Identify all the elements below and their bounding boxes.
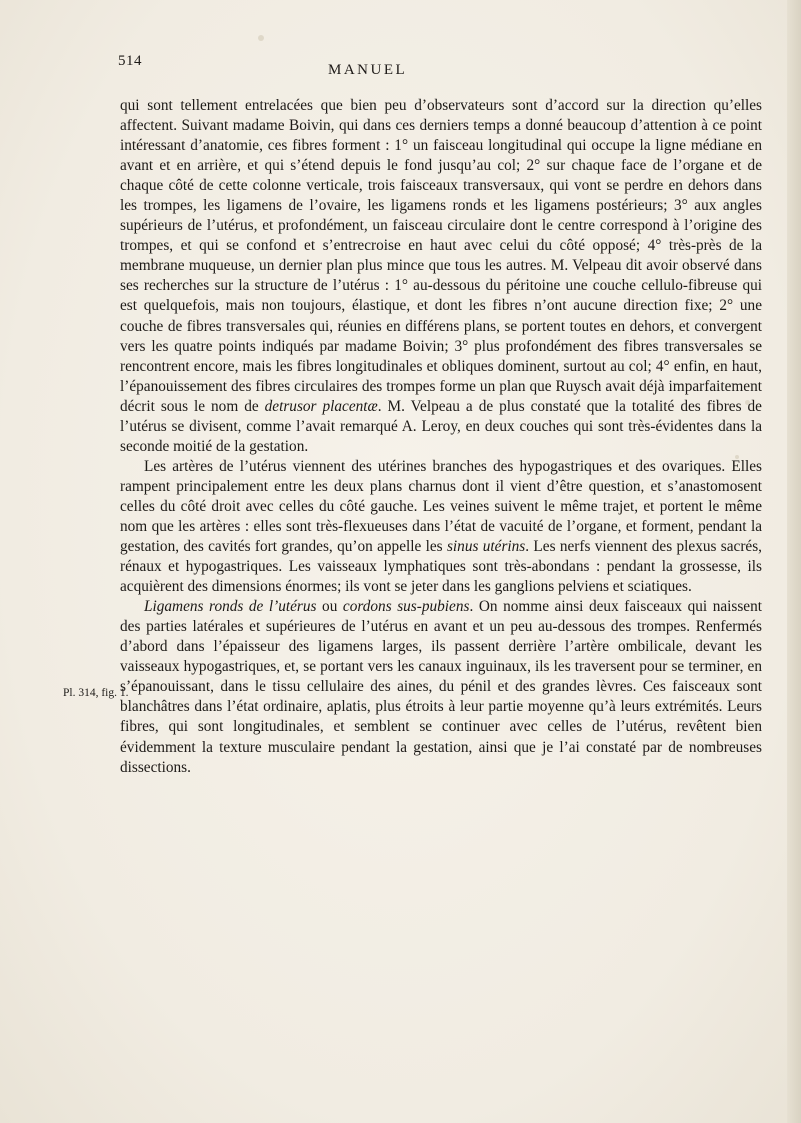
paragraph-text: . On nomme ainsi deux faisceaux qui naissent des parties latérales et supérieures de l’utérus en avant et un peu au-dessous des trompes. Renfermés d’abord dans l’épaisseur des ligamens larges, ils passent derrière l’artère ombilicale, devant les vaisseaux hypogastriques, et, se portant vers les canaux inguinaux, ils les traversent pour se terminer, en s’épanouissant, dans le tissu cellulaire des aines, du pénil et des grandes lèvres. Ces faisceaux sont blanchâtres dans l’état ordinaire, aplatis, plus étroits à leur partie moyenne qu’à leurs extrémités. Leurs fibres, qui sont longitudinales, et semblent se continuer avec celles de l’utérus, revêtent bien évidemment la texture musculaire pendant la gestation, ainsi que je l’ai constaté par de nombreuses dissections. — [120, 598, 762, 776]
italic-term: sinus utérins — [446, 538, 526, 556]
italic-heading: Ligamens ronds de l’utérus — [144, 598, 317, 616]
paragraph-text: ou — [316, 598, 343, 616]
paragraph — [120, 597, 762, 777]
paper-stain — [258, 35, 264, 41]
italic-term: detrusor placentæ — [264, 397, 378, 415]
paragraph — [120, 457, 762, 597]
page-number: 514 — [118, 53, 142, 69]
paragraph — [120, 96, 762, 457]
paragraph-text: . Les nerfs viennent des plexus sacrés, rénaux et hypogastriques. Les vaisseaux lymphatiques sont très-abondans : pendant la grossesse, ils acquièrent des dimensions énormes; ils vont se jeter dans les ganglions pelviens et sciatiques. — [120, 538, 762, 596]
page-edge — [787, 0, 801, 1123]
paragraph-text: Les artères de l’utérus viennent des utérines branches des hypogastriques et des ovariques. Elles rampent principalement entre les deux plans charnus dont il vient d’être question, et s’anastomosent celles du côté droit avec celles du côté gauche. Les veines suivent le même trajet, et portent le même nom que les artères : elles sont très-flexueuses dans l’état de vacuité de l’organe, et forment, pendant la gestation, des cavités fort grandes, qu’on appelle les — [120, 457, 762, 556]
running-head: MANUEL — [328, 62, 408, 78]
paragraph-text: qui sont tellement entrelacées que bien peu d’observateurs sont d’accord sur la direction qu’elles affectent. Suivant madame Boivin, qui dans ces derniers temps a donné beaucoup d’attention à ce point intéressant d’anatomie, ces fibres forment : 1° un faisceau longitudinal qui occupe la ligne médiane en avant et en arrière, et qui s’étend depuis le fond jusqu’au col; 2° sur chaque face de l’organe et de chaque côté de cette colonne verticale, trois faisceaux transversaux, qui vont se perdre en dehors dans les trompes, les ligamens de l’ovaire, les ligamens ronds et les ligamens postérieurs; 3° aux angles supérieurs de l’utérus, et profondément, un faisceau circulaire dont le centre correspond à l’origine des trompes, et qui se confond et s’entrecroise en haut avec celui du côté opposé; 4° très-près de la membrane muqueuse, un dernier plan plus mince que tous les autres. M. Velpeau dit avoir observé dans ses recherches sur la structure de l’utérus : 1° au-dessous du péritoine une couche cellulo-fibreuse qui est quelquefois, mais non toujours, élastique, et dont les fibres n’ont aucune direction fixe; 2° une couche de fibres transversales qui, réunies en différens plans, se portent toutes en dehors, et convergent vers les quatre points indiqués par madame Boivin; 3° plus profondément des fibres transversales se rencontrent encore, mais les fibres longitudinales et obliques dominent, surtout au col; 4° enfin, en haut, l’épanouissement des fibres circulaires des trompes forme un plan que Ruysch avait déjà imparfaitement décrit sous le nom de — [120, 97, 762, 415]
margin-note: Pl. 314, fig. 1. — [63, 687, 129, 699]
italic-heading: cordons sus-pubiens — [342, 598, 470, 616]
paragraph-text: . M. Velpeau a de plus constaté que la totalité des fibres de l’utérus se divisent, comme l’avait remarqué A. Leroy, en deux couches qui sont très-évidentes dans la seconde moitié de la gestation. — [120, 397, 762, 455]
body-text — [120, 96, 762, 778]
